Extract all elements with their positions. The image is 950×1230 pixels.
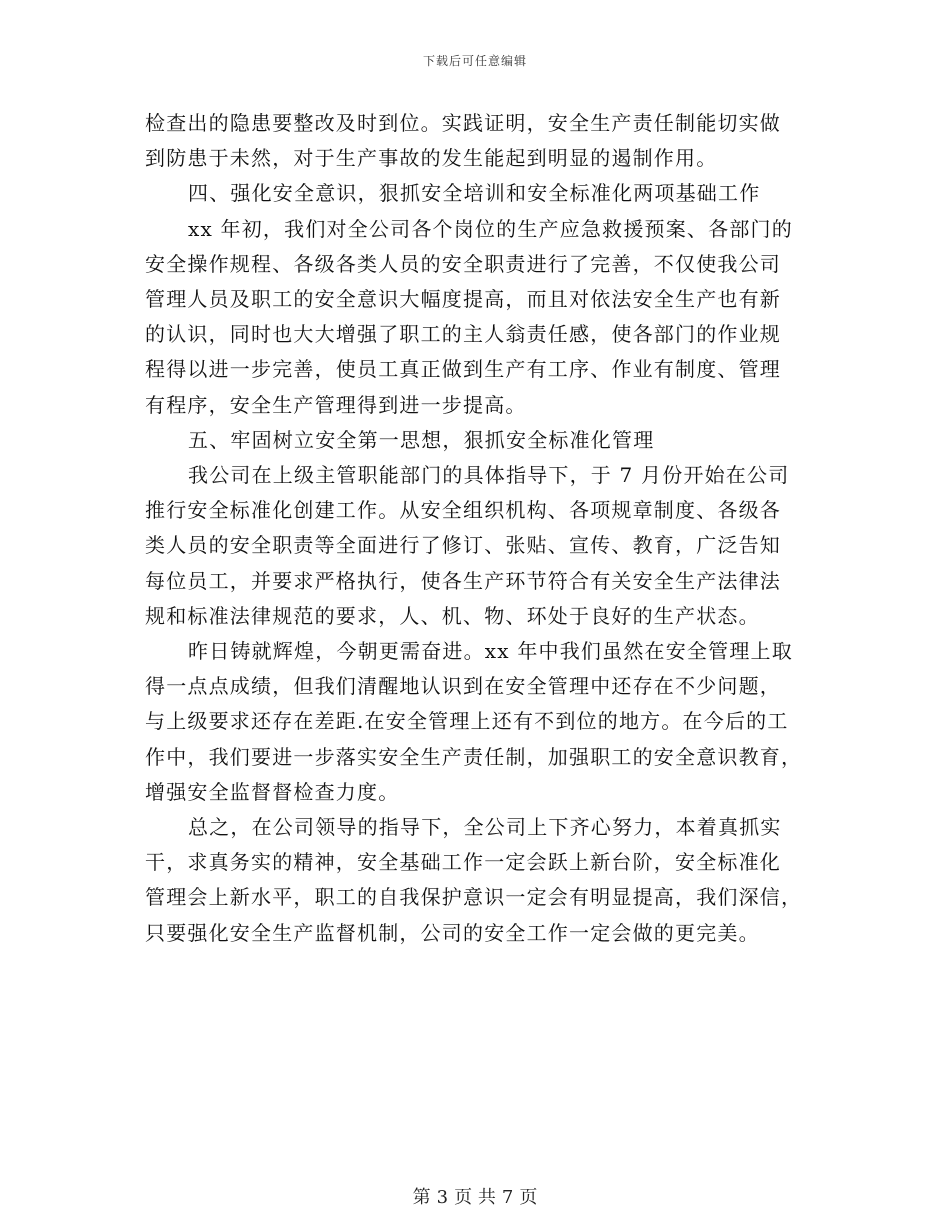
total-page-count: 7	[501, 1187, 514, 1208]
text-line: 的认识，同时也大大增强了职工的主人翁责任感，使各部门的作业规	[145, 322, 781, 347]
text-line: 类人员的安全职责等全面进行了修订、张贴、宣传、教育，广泛告知	[145, 533, 781, 558]
text-line: 增强安全监督督检查力度。	[145, 779, 400, 804]
text-line: 每位员工，并要求严格执行，使各生产环节符合有关安全生产法律法	[145, 568, 781, 593]
page-header-note: 下载后可任意编辑	[422, 54, 527, 68]
document-body	[145, 106, 810, 951]
section-heading-four: 四、强化安全意识，狠抓安全培训和安全标准化两项基础工作	[188, 181, 761, 206]
text-line: 到防患于未然，对于生产事故的发生能起到明显的遏制作用。	[145, 146, 718, 171]
text-line: 管理会上新水平，职工的自我保护意识一定会有明显提高，我们深信，	[145, 885, 803, 910]
text-line: 与上级要求还存在差距.在安全管理上还有不到位的地方。在今后的工	[145, 709, 789, 734]
text-line: 推行安全标准化创建工作。从安全组织机构、各项规章制度、各级各	[145, 498, 781, 523]
text-line: 总之，在公司领导的指导下，全公司上下齐心努力，本着真抓实	[188, 815, 782, 840]
footer-suffix: 页	[519, 1187, 538, 1208]
text-line: 程得以进一步完善，使员工真正做到生产有工序、作业有制度、管理	[145, 357, 781, 382]
text-line: 安全操作规程、各级各类人员的安全职责进行了完善，不仅使我公司	[145, 251, 781, 276]
text-line: 我公司在上级主管职能部门的具体指导下，于 7 月份开始在公司	[188, 463, 790, 488]
text-line: 干，求真务实的精神，安全基础工作一定会跃上新台阶，安全标准化	[145, 850, 781, 875]
section-heading-five: 五、牢固树立安全第一思想，狠抓安全标准化管理	[188, 427, 655, 452]
footer-prefix: 第	[412, 1187, 431, 1208]
text-line: 检查出的隐患要整改及时到位。实践证明，安全生产责任制能切实做	[145, 111, 781, 135]
text-line: 得一点点成绩，但我们清醒地认识到在安全管理中还存在不少问题，	[145, 674, 781, 699]
text-line: 作中，我们要进一步落实安全生产责任制，加强职工的安全意识教育，	[145, 744, 803, 769]
footer-middle: 页 共	[454, 1187, 496, 1208]
text-line: 有程序，安全生产管理得到进一步提高。	[145, 392, 527, 417]
text-line: 规和标准法律规范的要求，人、机、物、环处于良好的生产状态。	[145, 603, 760, 628]
current-page-number: 3	[436, 1187, 449, 1208]
text-line: 只要强化安全生产监督机制，公司的安全工作一定会做的更完美。	[145, 920, 760, 945]
page-footer	[0, 1183, 950, 1209]
text-line: xx 年初，我们对全公司各个岗位的生产应急救援预案、各部门的	[188, 216, 793, 241]
text-line: 管理人员及职工的安全意识大幅度提高，而且对依法安全生产也有新	[145, 287, 781, 312]
text-line: 昨日铸就辉煌，今朝更需奋进。xx 年中我们虽然在安全管理上取	[188, 639, 793, 664]
